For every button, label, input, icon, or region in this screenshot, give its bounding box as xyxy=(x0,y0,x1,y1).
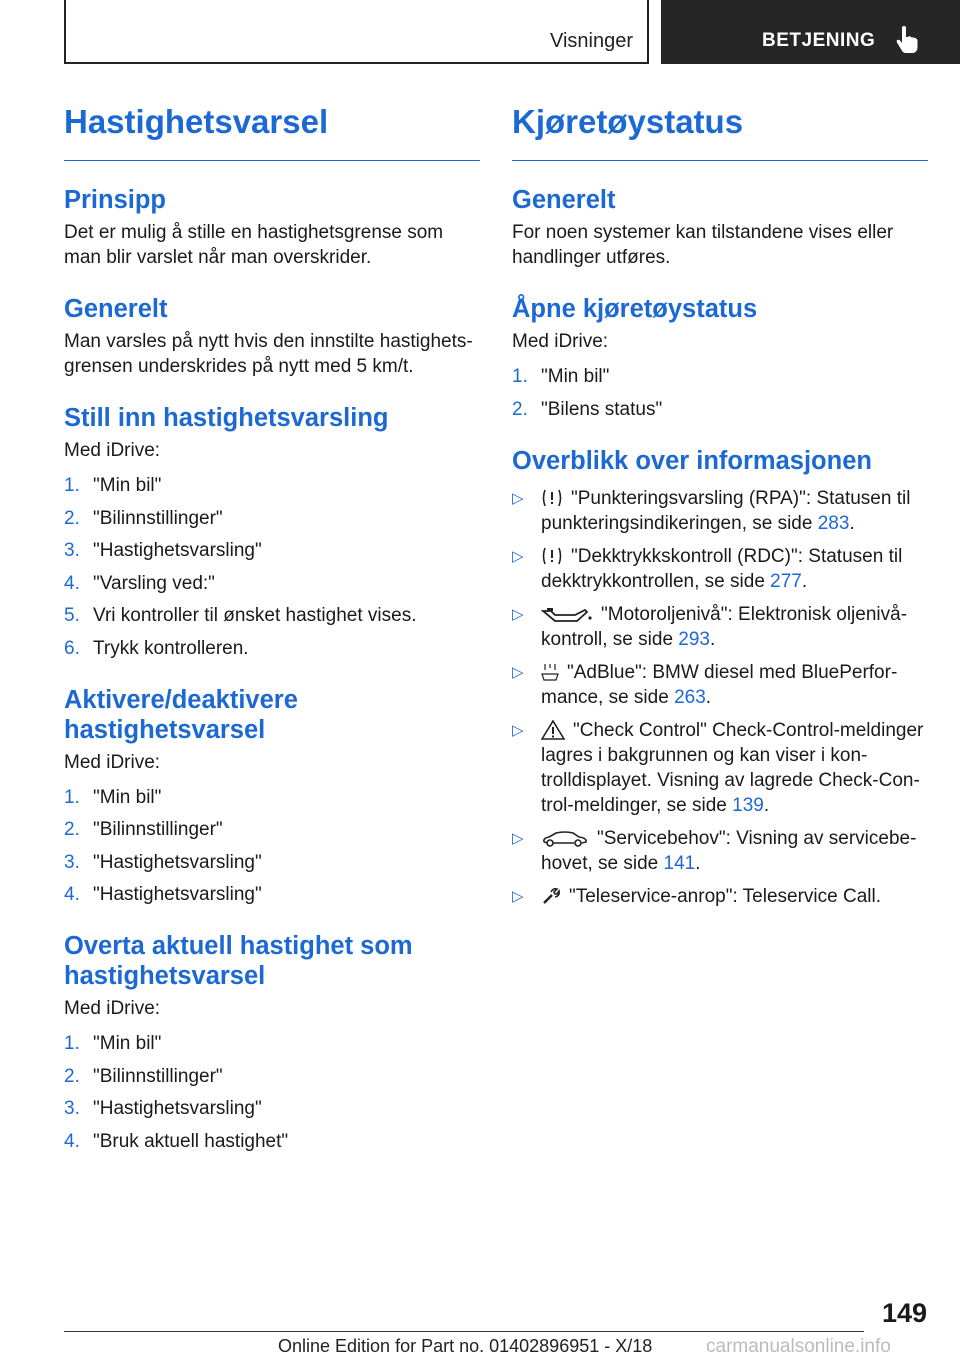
step-text: "Min bil" xyxy=(541,366,610,387)
item-text: "Motoroljenivå": Elektronisk oljenivåkontroll, se side xyxy=(541,603,908,650)
section-tab xyxy=(64,0,649,64)
triangle-bullet-icon: ▷ xyxy=(512,663,524,681)
list-item xyxy=(64,571,480,596)
section-open-vehicle-status xyxy=(512,294,928,422)
triangle-bullet-icon: ▷ xyxy=(512,721,524,739)
list-item xyxy=(512,364,928,389)
section-activate xyxy=(64,685,480,908)
general-left-text: Man varsles på nytt hvis den innstilte hastighetsgrensen underskrides på nytt med 5 km/t. xyxy=(64,331,473,377)
service-car-icon xyxy=(541,830,589,848)
step-number: 1. xyxy=(512,366,528,387)
step-text: "Bilens status" xyxy=(541,398,663,420)
page-reference-link[interactable]: 283 xyxy=(817,512,850,534)
steps-list xyxy=(64,1031,480,1154)
page-reference-link[interactable]: 263 xyxy=(674,686,706,708)
right-column xyxy=(512,100,928,917)
list-item xyxy=(64,850,480,875)
step-text: "Bruk aktuell hastighet" xyxy=(93,1130,289,1152)
triangle-bullet-icon: ▷ xyxy=(512,829,524,847)
step-number: 5. xyxy=(64,605,80,626)
footer-divider xyxy=(64,1331,864,1332)
item-end: . xyxy=(801,570,808,592)
step-text: "Min bil" xyxy=(93,786,162,808)
heading-general-right: Generelt xyxy=(512,186,616,214)
list-item xyxy=(512,602,928,652)
step-number: 3. xyxy=(64,1098,80,1119)
section-general-left xyxy=(64,294,480,379)
watermark: carmanualsonline.info xyxy=(706,1336,891,1357)
list-item xyxy=(64,1031,480,1056)
section-tab-label: Visninger xyxy=(549,30,633,52)
step-text: "Bilinnstillinger" xyxy=(93,507,223,529)
section-set-speed-warning xyxy=(64,403,480,661)
item-end: . xyxy=(763,794,770,816)
step-text: "Hastighetsvarsling" xyxy=(93,540,262,561)
general-right-text: For noen systemer kan tilstandene vises eller handlinger utføres. xyxy=(512,222,894,268)
step-text: "Bilinnstillinger" xyxy=(93,819,223,840)
triangle-bullet-icon: ▷ xyxy=(512,489,524,507)
list-item xyxy=(64,1096,480,1121)
list-item xyxy=(512,486,928,536)
step-text: "Bilinnstillinger" xyxy=(93,1065,223,1087)
step-number: 2. xyxy=(64,819,80,840)
step-number: 3. xyxy=(64,851,80,873)
step-text: "Hastighetsvarsling" xyxy=(93,1098,262,1119)
principle-text: Det er mulig å stille en hastighetsgrense som man blir varslet når man overskrider. xyxy=(64,222,444,268)
wrench-icon xyxy=(541,886,561,906)
list-item xyxy=(64,636,480,661)
triangle-bullet-icon: ▷ xyxy=(512,887,524,905)
heading-principle: Prinsipp xyxy=(64,186,167,214)
list-item xyxy=(64,882,480,907)
left-column xyxy=(64,100,480,1161)
oil-can-icon xyxy=(541,606,593,624)
overview-list xyxy=(512,486,928,909)
list-item xyxy=(64,538,480,563)
page-number: 149 xyxy=(881,1298,927,1328)
chapter-tab xyxy=(661,0,960,64)
step-text: "Hastighetsvarsling" xyxy=(93,884,262,905)
step-text: "Min bil" xyxy=(93,1033,162,1054)
step-text: "Hastighetsvarsling" xyxy=(93,851,262,873)
steps-list xyxy=(64,785,480,908)
tire-warning-icon xyxy=(541,546,563,566)
item-end: . xyxy=(849,512,855,534)
step-number: 4. xyxy=(64,884,80,905)
step-number: 4. xyxy=(64,572,80,594)
warning-triangle-icon xyxy=(541,720,565,740)
section-take-over-speed xyxy=(64,931,480,1154)
list-item xyxy=(64,506,480,531)
step-number: 2. xyxy=(64,507,80,529)
step-number: 4. xyxy=(64,1130,80,1152)
heading-take-over-speed: Overta aktuell hastighet som hastighetsvarsel xyxy=(64,932,413,990)
section-principle xyxy=(64,185,480,270)
item-end: . xyxy=(710,628,716,650)
page-reference-link[interactable]: 141 xyxy=(663,852,696,874)
step-number: 3. xyxy=(64,540,80,561)
page-reference-link[interactable]: 277 xyxy=(770,570,802,592)
step-number: 2. xyxy=(64,1065,80,1087)
item-end: . xyxy=(705,686,712,708)
item-text: "Check Control" Check-Control-meldinger lagres i bakgrunnen og kan viser i kontrolldisplayet. Visning av lagrede Check-Control-meldinger, se side xyxy=(541,719,924,816)
step-number: 2. xyxy=(512,398,528,420)
list-item xyxy=(64,1129,480,1154)
heading-activate: Aktivere/deaktivere hastighetsvarsel xyxy=(64,685,298,744)
idrive-intro: Med iDrive: xyxy=(64,440,161,461)
page-title-vehicle-status: Kjøretøystatus xyxy=(512,100,928,161)
heading-open-vehicle-status: Åpne kjøretøystatus xyxy=(512,295,758,323)
idrive-intro: Med iDrive: xyxy=(64,751,161,773)
list-item xyxy=(64,473,480,498)
item-text: "AdBlue": BMW diesel med BluePerformance, se side xyxy=(541,661,898,708)
heading-overview: Overblikk over informasjonen xyxy=(512,446,872,475)
chapter-tab-label: BETJENING xyxy=(762,30,876,51)
heading-set-speed-warning: Still inn hastighetsvarsling xyxy=(64,404,389,432)
section-overview xyxy=(512,446,928,909)
step-text: Vri kontroller til ønsket hastighet vises. xyxy=(93,605,417,626)
step-number: 1. xyxy=(64,786,80,808)
list-item xyxy=(64,817,480,842)
hand-pointer-icon xyxy=(895,26,919,54)
step-text: "Min bil" xyxy=(93,475,162,496)
step-text: Trykk kontrolleren. xyxy=(93,637,249,659)
page-reference-link[interactable]: 139 xyxy=(732,794,764,816)
steps-list xyxy=(512,364,928,422)
list-item xyxy=(512,718,928,818)
list-item xyxy=(64,603,480,628)
list-item xyxy=(64,785,480,810)
step-number: 1. xyxy=(64,1033,80,1054)
tire-warning-icon xyxy=(541,488,563,508)
list-item xyxy=(512,660,928,710)
idrive-intro: Med iDrive: xyxy=(512,331,609,352)
triangle-bullet-icon: ▷ xyxy=(512,547,524,565)
step-number: 6. xyxy=(64,637,80,659)
step-text: "Varsling ved:" xyxy=(93,572,215,594)
item-text: "Servicebehov": Visning av servicebehovet, se side xyxy=(541,827,917,874)
edition-text: Online Edition for Part no. 01402896951 - X/18 xyxy=(278,1336,653,1356)
adblue-icon xyxy=(541,662,559,682)
page-title-speed-warning: Hastighetsvarsel xyxy=(64,100,480,161)
item-text: "Punkteringsvarsling (RPA)": Statusen til punkteringsindikeringen, se side xyxy=(541,487,911,534)
item-text: "Dekktrykkskontroll (RDC)": Statusen til dekktrykkontrollen, se side xyxy=(541,545,903,592)
list-item xyxy=(512,544,928,594)
list-item xyxy=(512,826,928,876)
list-item xyxy=(512,397,928,422)
list-item xyxy=(512,884,928,909)
heading-general-left: Generelt xyxy=(64,295,168,323)
item-end: . xyxy=(695,852,701,874)
step-number: 1. xyxy=(64,475,80,496)
triangle-bullet-icon: ▷ xyxy=(512,605,524,623)
item-text: "Teleservice-anrop": Teleservice Call. xyxy=(569,885,881,907)
section-general-right xyxy=(512,185,928,270)
idrive-intro: Med iDrive: xyxy=(64,998,161,1019)
list-item xyxy=(64,1064,480,1089)
page-reference-link[interactable]: 293 xyxy=(678,628,710,650)
steps-list xyxy=(64,473,480,661)
